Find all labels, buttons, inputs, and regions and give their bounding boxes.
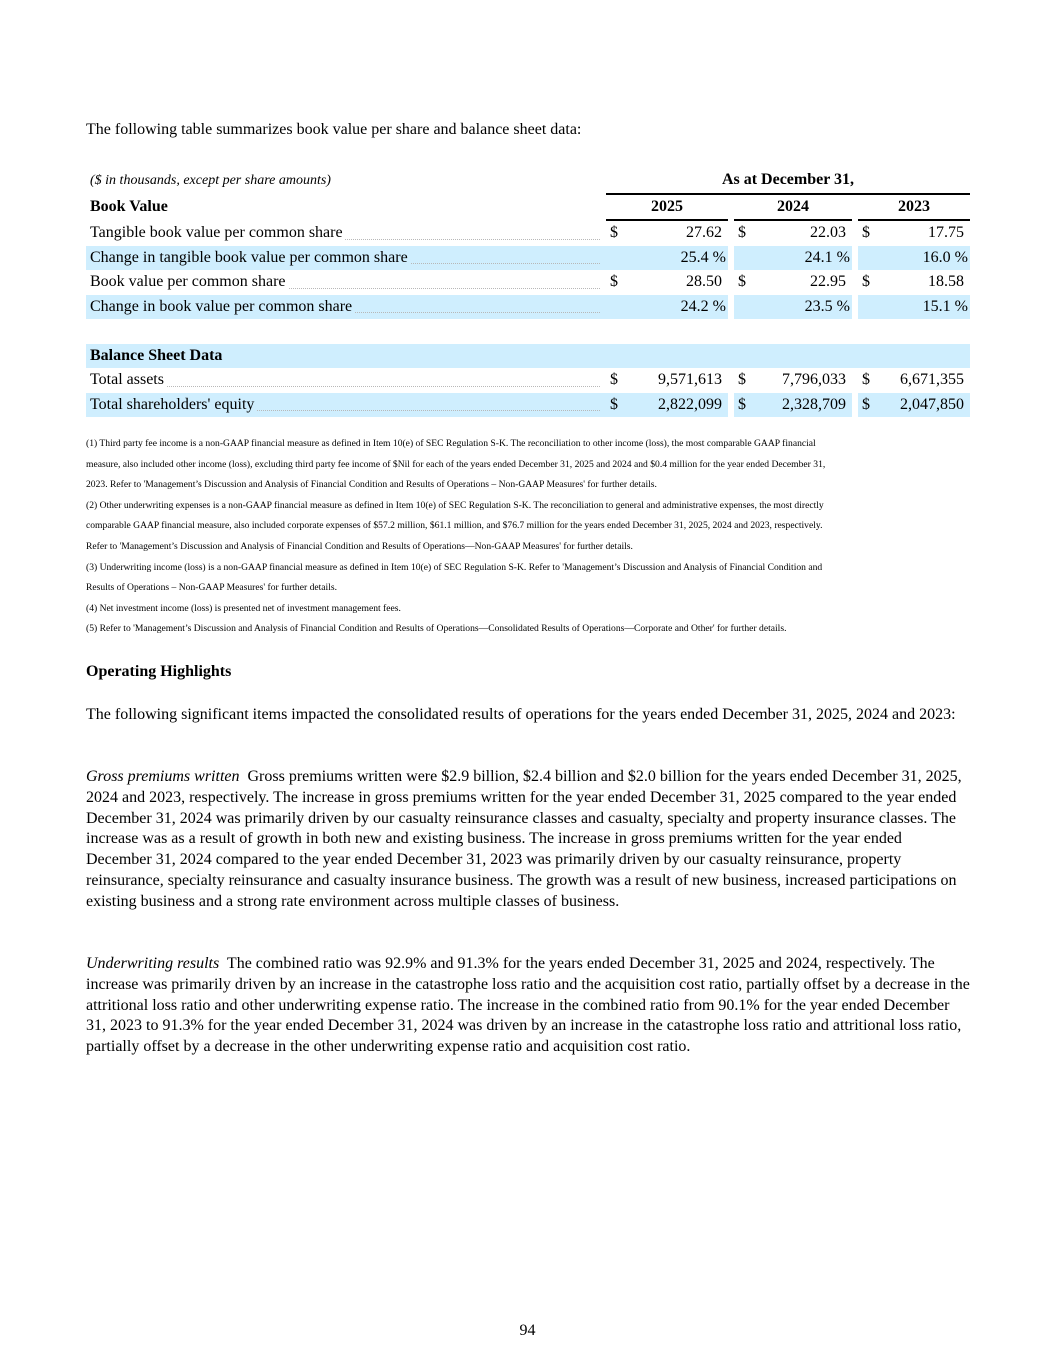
currency-symbol: $ bbox=[734, 393, 758, 418]
row-label: Change in book value per common share bbox=[90, 297, 353, 315]
table-intro: The following table summarizes book value per share and balance sheet data: bbox=[86, 121, 582, 138]
gross-premiums-text: Gross premiums written were $2.9 billion, $2.4 billion and $2.0 billion for the years ended December 31, 2025, 2024 and 2023, respectively. The increase in gross premiums written for the year ended December 31, 2025 compared to the year ended December 31, 2024 was primarily driven by our casualty reinsurance classes and casualty, specialty and property insurance classes. The increase was as a result of growth in both new and existing business. The increase in gross premiums written for the year ended December 31, 2024 compared to the year ended December 31, 2023 was primarily driven by our casualty reinsurance, property reinsurance, specialty reinsurance and casualty insurance business. The growth was a result of new business, increased participations on existing business and a strong rate environment across multiple classes of business. bbox=[86, 768, 962, 910]
cell-value: 2,047,850 bbox=[882, 393, 970, 418]
book-value-heading: Book Value bbox=[90, 197, 168, 215]
book-value-table bbox=[86, 168, 970, 417]
underwriting-text: The combined ratio was 92.9% and 91.3% for the years ended December 31, 2025 and 2024, respectively. The increase was primarily driven by an increase in the catastrophe loss ratio and the acquisition cost ratio, partially offset by a decrease in the attritional loss ratio and other underwriting expense ratio. The increase in the combined ratio from 90.1% for the year ended December 31, 2023 to 91.3% for the year ended December 31, 2024 was driven by an increase in the catastrophe loss ratio and attritional loss ratio, partially offset by a decrease in the other underwriting expense ratio and acquisition cost ratio. bbox=[86, 955, 970, 1056]
currency-symbol bbox=[606, 246, 630, 271]
gross-premiums-paragraph bbox=[86, 767, 970, 913]
cell-value: 2,822,099 bbox=[630, 393, 728, 418]
cell-value: 2,328,709 bbox=[758, 393, 852, 418]
currency-symbol: $ bbox=[610, 273, 618, 291]
cell-value: 22.95 bbox=[810, 273, 846, 291]
currency-symbol: $ bbox=[610, 371, 618, 389]
table-row bbox=[86, 368, 970, 393]
cell-value: 17.75 bbox=[928, 224, 964, 242]
operating-intro: The following significant items impacted the consolidated results of operations for the years ended December 31, 2025, 2024 and 2023: bbox=[86, 706, 956, 723]
year-header-row bbox=[86, 194, 970, 221]
balance-sheet-heading: Balance Sheet Data bbox=[86, 344, 970, 369]
row-label: Change in tangible book value per common share bbox=[90, 248, 408, 266]
currency-symbol bbox=[606, 295, 630, 320]
row-label: Book value per common share bbox=[90, 273, 286, 291]
cell-value: 7,796,033 bbox=[782, 371, 846, 389]
table-caption-row bbox=[86, 168, 970, 194]
cell-value: 15.1 % bbox=[882, 295, 970, 320]
underwriting-title: Underwriting results bbox=[86, 955, 220, 972]
currency-symbol: $ bbox=[862, 224, 870, 242]
currency-symbol: $ bbox=[738, 224, 746, 242]
currency-symbol bbox=[858, 295, 882, 320]
currency-symbol: $ bbox=[610, 224, 618, 242]
gross-premiums-title: Gross premiums written bbox=[86, 768, 240, 785]
year-header: 2023 bbox=[858, 194, 970, 221]
row-label: Tangible book value per common share bbox=[90, 223, 343, 241]
footnote-line: (4) Net investment income (loss) is presented net of investment management fees. bbox=[86, 602, 401, 614]
cell-value: 27.62 bbox=[686, 224, 722, 242]
table-row bbox=[86, 393, 970, 418]
table-row bbox=[86, 246, 970, 271]
cell-value: 6,671,355 bbox=[900, 371, 964, 389]
footnote-line: Refer to 'Management’s Discussion and Analysis of Financial Condition and Results of Operations—Non-GAAP Measures' for further details. bbox=[86, 540, 633, 552]
row-label: Total assets bbox=[90, 371, 164, 389]
cell-value: 9,571,613 bbox=[658, 371, 722, 389]
table-row bbox=[86, 270, 970, 295]
currency-symbol: $ bbox=[862, 371, 870, 389]
currency-symbol: $ bbox=[606, 393, 630, 418]
footnote-line: Results of Operations – Non-GAAP Measures' for further details. bbox=[86, 582, 338, 594]
currency-symbol: $ bbox=[738, 371, 746, 389]
cell-value: 18.58 bbox=[928, 273, 964, 291]
cell-value: 24.2 % bbox=[630, 295, 728, 320]
page-number: 94 bbox=[519, 1322, 536, 1339]
row-label: Total shareholders' equity bbox=[90, 395, 255, 413]
footnotes bbox=[86, 434, 970, 640]
currency-symbol: $ bbox=[862, 273, 870, 291]
footnote-line: measure, also included other income (loss), excluding third party fee income of $Nil for each of the years ended December 31, 2025 and 2024 and $0.4 million for the year ended December 31, bbox=[86, 458, 826, 470]
cell-value: 16.0 % bbox=[882, 246, 970, 271]
footnote-line: (2) Other underwriting expenses is a non-GAAP financial measure as defined in Item 10(e) of SEC Regulation S-K. The reconciliation to general and administrative expenses, the most directly bbox=[86, 499, 824, 511]
footnote-line: (1) Third party fee income is a non-GAAP financial measure as defined in Item 10(e) of SEC Regulation S-K. The reconciliation to other income (loss), the most comparable GAAP financial bbox=[86, 438, 816, 449]
currency-symbol bbox=[734, 246, 758, 271]
underwriting-paragraph bbox=[86, 954, 970, 1058]
units-note: ($ in thousands, except per share amounts) bbox=[90, 172, 331, 188]
period-header: As at December 31, bbox=[606, 168, 970, 194]
table-row bbox=[86, 295, 970, 320]
cell-value: 24.1 % bbox=[758, 246, 852, 271]
footnote-line: comparable GAAP financial measure, also included corporate expenses of $57.2 million, $61.1 million, and $76.7 million for the years ended December 31, 2025, 2024 and 2023, respectively. bbox=[86, 520, 823, 532]
section-heading-row bbox=[86, 344, 970, 369]
table-row bbox=[86, 220, 970, 246]
currency-symbol: $ bbox=[738, 273, 746, 291]
currency-symbol bbox=[858, 246, 882, 271]
cell-value: 23.5 % bbox=[758, 295, 852, 320]
footnote-line: (3) Underwriting income (loss) is a non-GAAP financial measure as defined in Item 10(e) of SEC Regulation S-K. Refer to 'Management’s Discussion and Analysis of Financial Condition and bbox=[86, 561, 823, 573]
spacer-row bbox=[86, 319, 970, 344]
cell-value: 22.03 bbox=[810, 224, 846, 242]
year-header: 2024 bbox=[734, 194, 852, 221]
cell-value: 25.4 % bbox=[630, 246, 728, 271]
footnote-line: (5) Refer to 'Management’s Discussion and Analysis of Financial Condition and Results of Operations—Consolidated Results of Operations—Corporate and Other' for further details. bbox=[86, 623, 787, 635]
year-header: 2025 bbox=[606, 194, 728, 221]
currency-symbol: $ bbox=[858, 393, 882, 418]
currency-symbol bbox=[734, 295, 758, 320]
operating-highlights-heading: Operating Highlights bbox=[86, 663, 232, 680]
cell-value: 28.50 bbox=[686, 273, 722, 291]
footnote-line: 2023. Refer to 'Management’s Discussion and Analysis of Financial Condition and Results of Operations – Non-GAAP Measures' for further details. bbox=[86, 479, 657, 491]
